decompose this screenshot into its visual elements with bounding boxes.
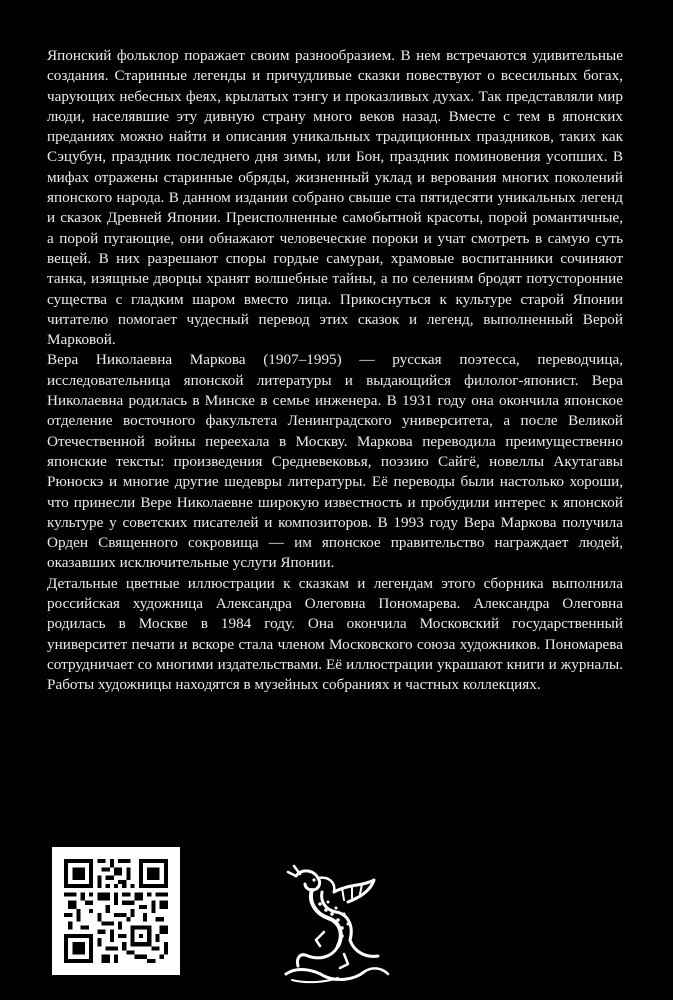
publisher-logo-graphic: [278, 862, 396, 984]
qr-code-graphic: [64, 859, 168, 963]
qr-code-icon[interactable]: [52, 847, 180, 975]
publisher-logo-icon: [278, 862, 396, 984]
annotation-paragraph-about-translator: Вера Николаевна Маркова (1907–1995) — русская поэтесса, переводчица, исследовательница японской литературы и выдающийся филолог-японист. Вера Николаевна родилась в Минске в семье инженера. В 1931 году она окончила японское отделение восточного факультета Ленинградского университета, а после Великой Отечественной войны переехала в Москву. Маркова переводила преимущественно японские тексты: произведения Средневековья, поэзию Сайгё, новеллы Акутагавы Рюноскэ и многие другие шедевры литературы. Её переводы были настолько хороши, что принесли Вере Николаевне широкую известность и пробудили интерес к японской культуре у советских писателей и композиторов. В 1993 году Вера Маркова получила Орден Священного сокровища — им японское правительство награждает людей, оказавших исключительные услуги Японии.: [47, 351, 623, 572]
annotation-paragraph-about-book: Японский фольклор поражает своим разнообразием. В нем встречаются удивительные создания. Старинные легенды и причудливые сказки повествуют о всесильных богах, чарующих небесных феях, крылатых тэнгу и проказливых духах. Так представляли мир люди, населявшие эту дивную страну много веков назад. Вместе с тем в японских преданиях можно найти и описания уникальных традиционных праздников, таких как Сэцубун, праздник последнего дня зимы, или Бон, праздник поминовения усопших. В мифах отражены старинные обряды, жизненный уклад и верования многих поколений японского народа. В данном издании собрано свыше ста пятидесяти уникальных легенд и сказок Древней Японии. Преисполненные самобытной красоты, порой романтичные, а порой пугающие, они обнажают человеческие пороки и учат смотреть в самую суть вещей. В них разрешают споры гордые самураи, храмовые воспитанники сочиняют танка, изящные дворцы хранят волшебные тайны, а по селениям бродят потусторонние существа с гладким шаром вместо лица. Прикоснуться к культуре старой Японии читателю помогает чудесный перевод этих сказок и легенд, выполненный Верой Марковой.: [47, 47, 623, 349]
annotation-text: [47, 46, 623, 696]
annotation-paragraph-about-illustrator: Детальные цветные иллюстрации к сказкам и легендам этого сборника выполнила российская художница Александра Олеговна Пономарева. Александра Олеговна родилась в Москве в 1984 году. Она окончила Московский государственный университет печати и вскоре стала членом Московского союза художников. Пономарева сотрудничает со многими издательствами. Её иллюстрации украшают книги и журналы. Работы художницы находятся в музейных собраниях и частных коллекциях.: [47, 574, 623, 694]
